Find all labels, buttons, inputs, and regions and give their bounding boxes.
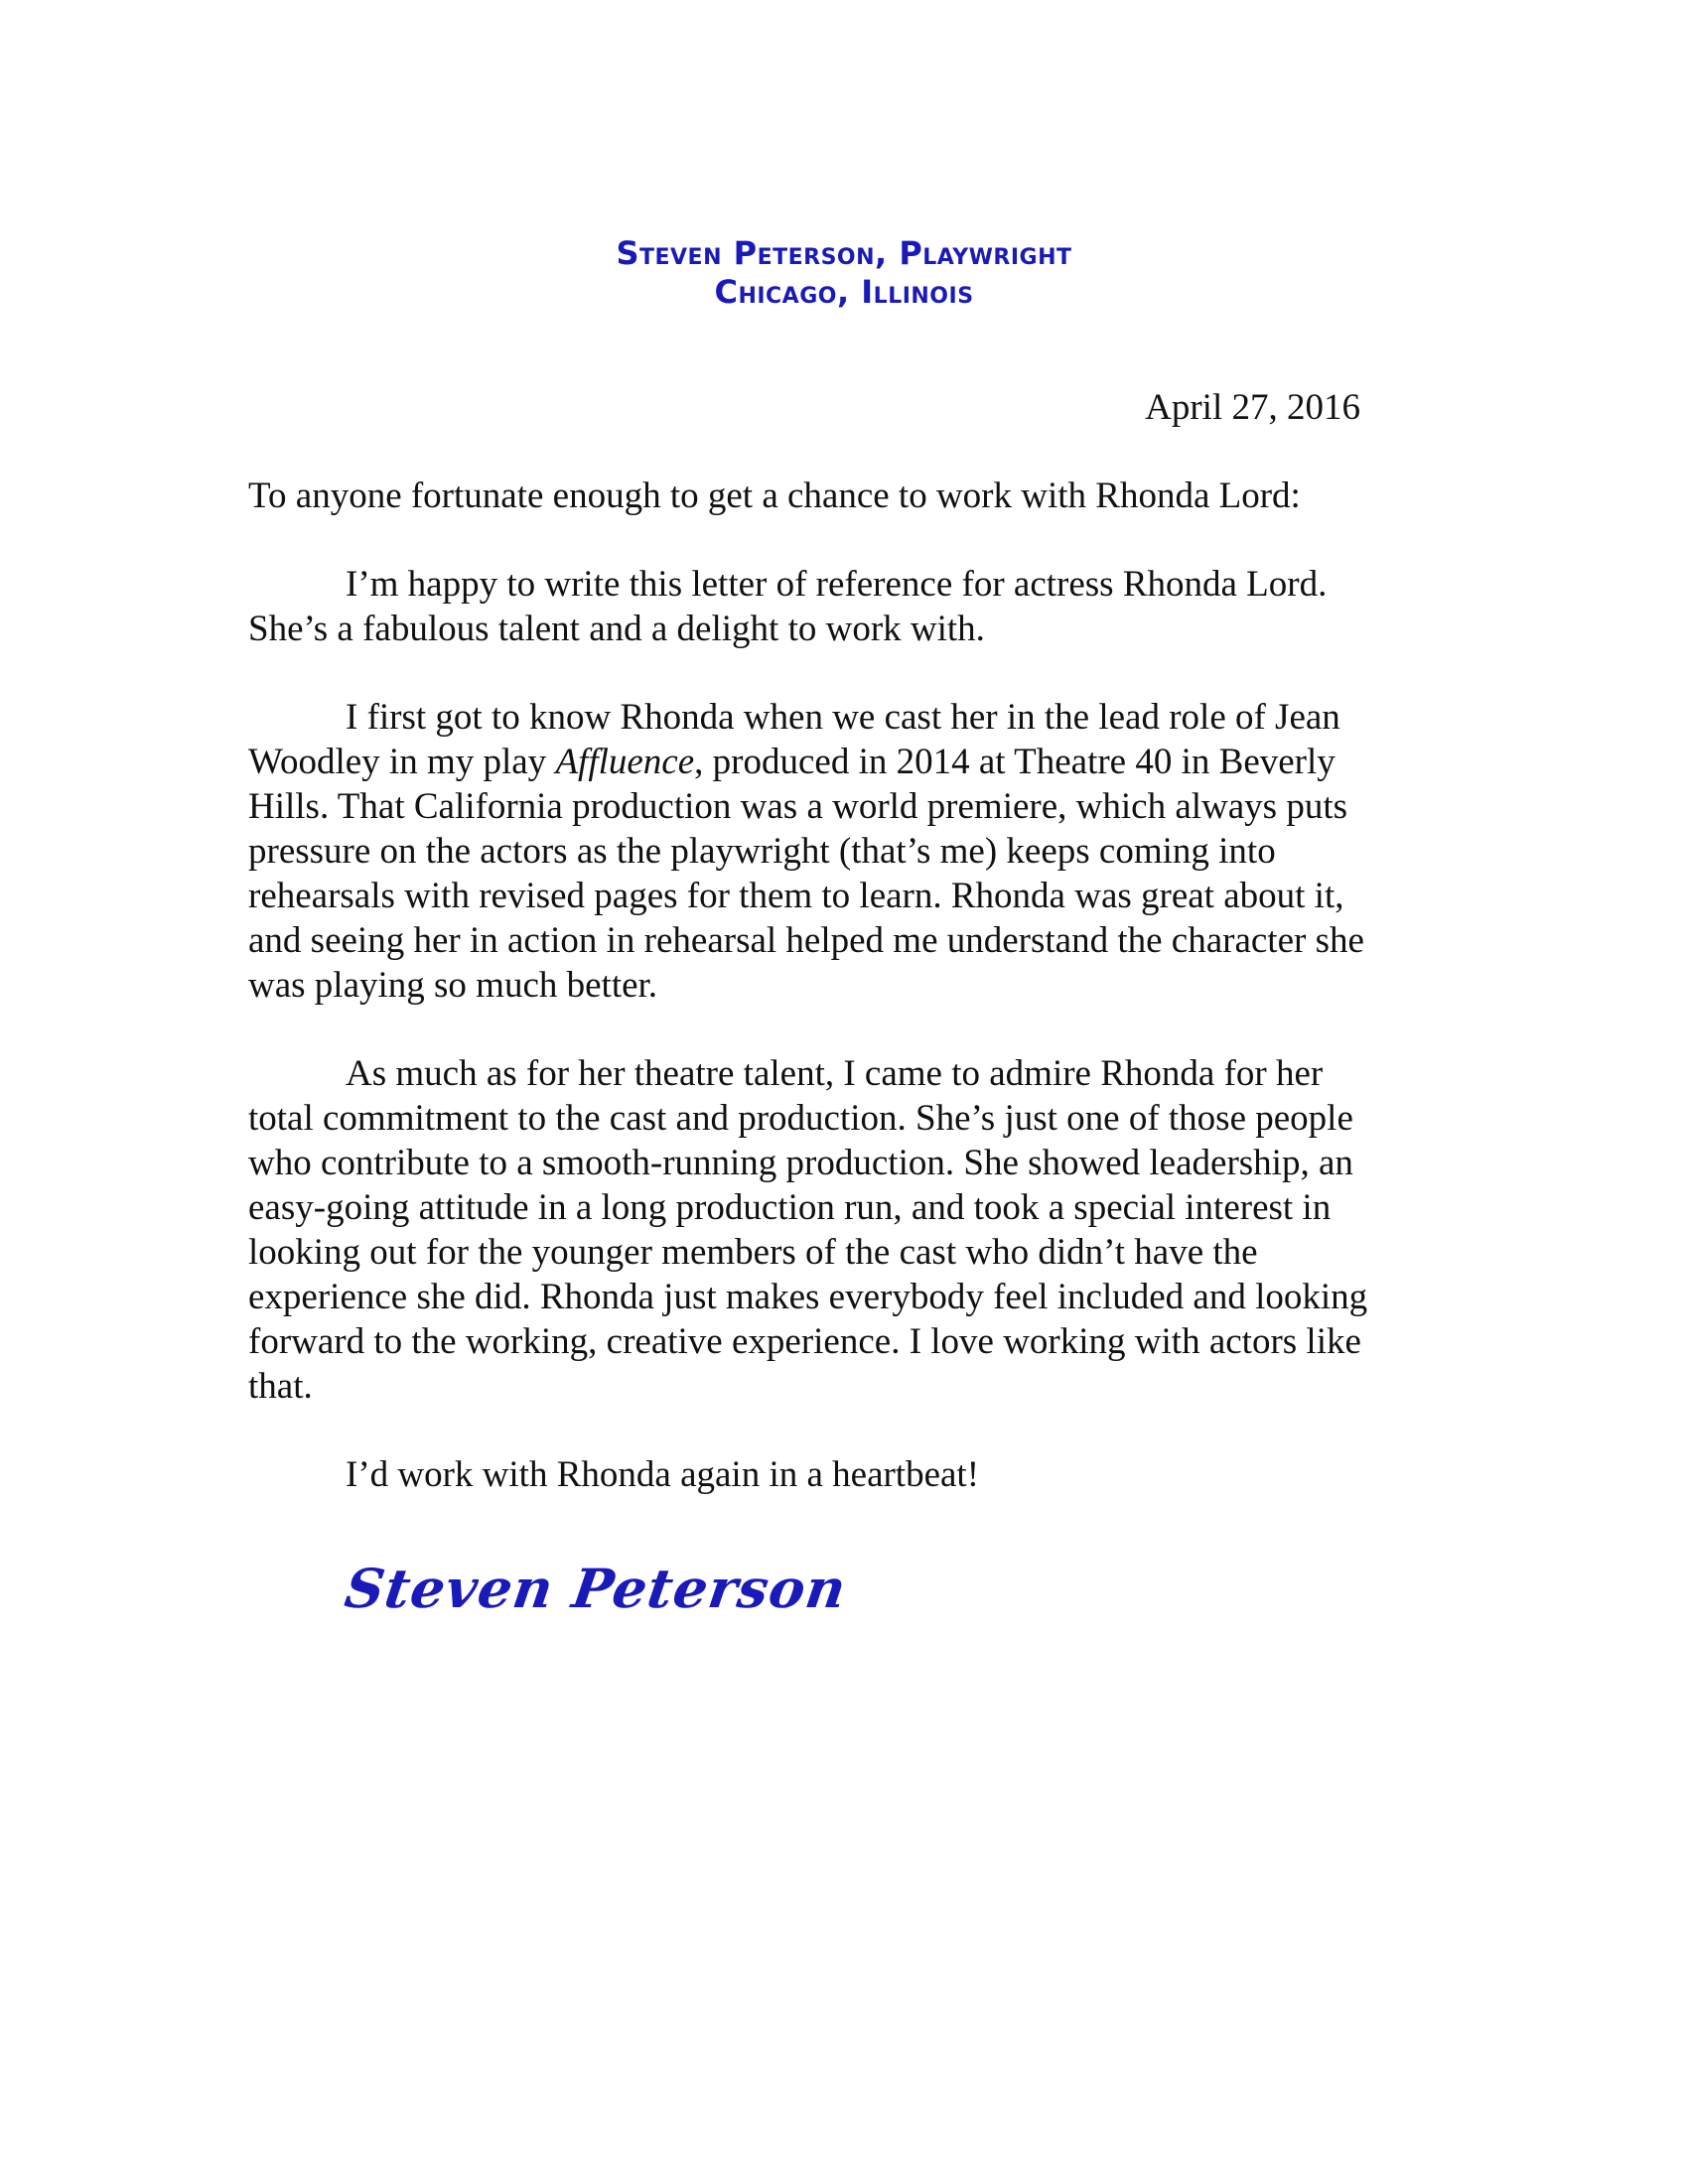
paragraph-line: easy-going attitude in a long production run, and took a special interest in: [248, 1187, 1332, 1228]
paragraph-2: [248, 695, 1440, 1008]
letterhead-name: Steven Peterson, Playwright: [616, 234, 1072, 272]
salutation-line: To anyone fortunate enough to get a chance to work with Rhonda Lord:: [248, 476, 1301, 516]
paragraph-line: looking out for the younger members of the cast who didn’t have the: [248, 1232, 1258, 1273]
paragraph-line: She’s a fabulous talent and a delight to work with.: [248, 609, 985, 649]
paragraph-line: I first got to know Rhonda when we cast her in the lead role of Jean: [346, 697, 1340, 738]
paragraph-1: [248, 562, 1440, 651]
paragraph-text: Woodley in my play: [248, 742, 556, 782]
paragraph-line: pressure on the actors as the playwright (that’s me) keeps coming into: [248, 831, 1276, 872]
letter-date: April 27, 2016: [1145, 387, 1360, 428]
paragraph-line: forward to the working, creative experience. I love working with actors like: [248, 1321, 1361, 1362]
play-title: Affluence: [555, 742, 695, 782]
paragraph-text: , produced in 2014 at Theatre 40 in Beverly: [694, 742, 1336, 782]
letter-body: [248, 474, 1440, 1541]
paragraph-line: was playing so much better.: [248, 965, 658, 1006]
paragraph-line: [248, 740, 1440, 784]
paragraph-line: that.: [248, 1366, 313, 1407]
salutation: [248, 474, 1440, 518]
paragraph-line: and seeing her in action in rehearsal helped me understand the character she: [248, 920, 1364, 961]
letterhead-location: Chicago, Illinois: [714, 273, 974, 311]
paragraph-line: total commitment to the cast and production. She’s just one of those people: [248, 1098, 1353, 1139]
letterhead: [0, 234, 1688, 312]
paragraph-3: [248, 1051, 1440, 1409]
paragraph-line: As much as for her theatre talent, I came to admire Rhonda for her: [346, 1053, 1324, 1094]
paragraph-line: rehearsals with revised pages for them to learn. Rhonda was great about it,: [248, 876, 1344, 916]
closing-line: I’d work with Rhonda again in a heartbeat!: [346, 1454, 980, 1495]
paragraph-line: who contribute to a smooth-running production. She showed leadership, an: [248, 1143, 1353, 1183]
signature: Steven Peterson: [341, 1557, 851, 1620]
paragraph-line: Hills. That California production was a world premiere, which always puts: [248, 786, 1348, 827]
paragraph-line: I’m happy to write this letter of reference for actress Rhonda Lord.: [346, 564, 1328, 605]
paragraph-line: experience she did. Rhonda just makes everybody feel included and looking: [248, 1277, 1368, 1317]
closing: [248, 1452, 1440, 1497]
